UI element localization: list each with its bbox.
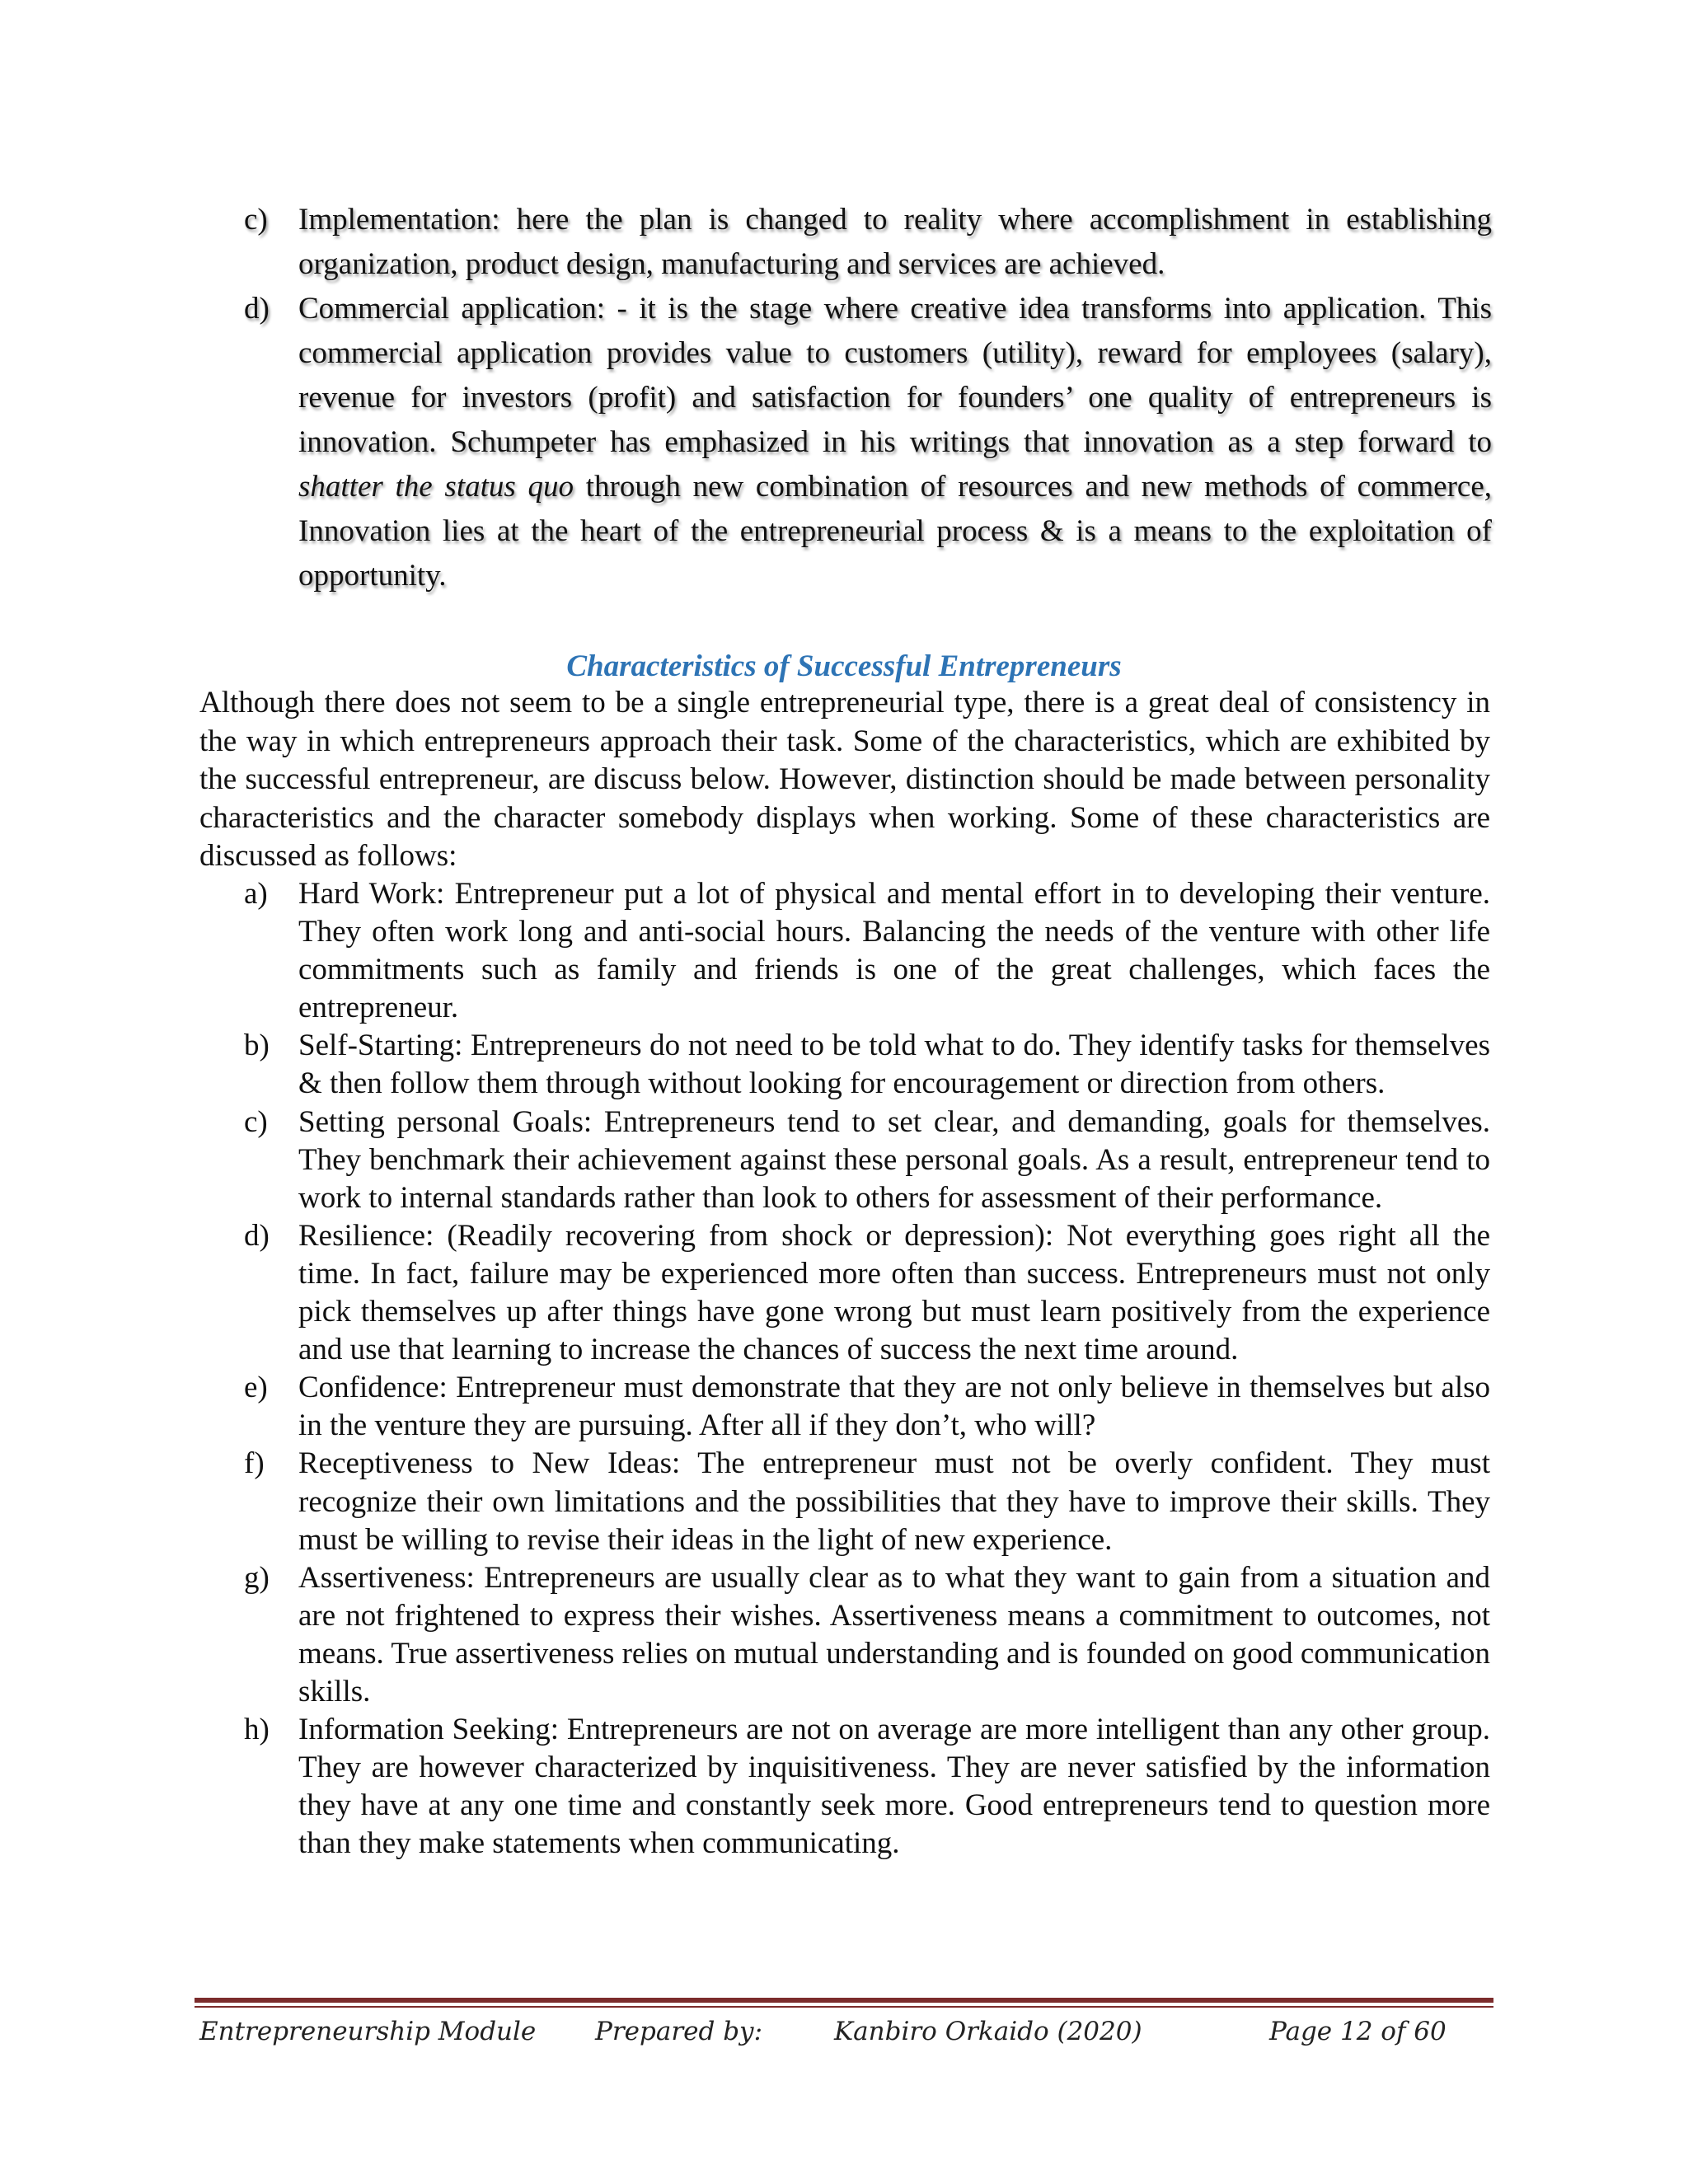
- list-marker: f): [244, 1446, 265, 1481]
- list-marker: g): [244, 1560, 270, 1595]
- footer-divider-thin: [195, 2006, 1493, 2008]
- list-marker: e): [244, 1371, 268, 1405]
- list-item: [236, 875, 1490, 1027]
- list-marker: h): [244, 1713, 270, 1747]
- list-item: [236, 1445, 1490, 1558]
- list-item-text: Information Seeking: Entrepreneurs are not on average are more intelligent than any other group. They are however characterized by inquisitiveness. They are never satisfied by the information they have at any one time and constantly seek more. Good entrepreneurs tend to question more than they make statements when communicating.: [298, 1713, 1490, 1861]
- list-item-text: Implementation: here the plan is changed to reality where accomplishment in establishing organization, product design, manufacturing and services are achieved.: [298, 203, 1492, 281]
- page-footer: [0, 2011, 1688, 2052]
- list-marker: c): [244, 203, 268, 237]
- list-item: [236, 1369, 1490, 1445]
- footer-prepared-by: Prepared by:: [595, 2017, 763, 2046]
- footer-page-number: Page 12 of 60: [1269, 2017, 1447, 2046]
- italic-phrase: shatter the status quo: [298, 470, 574, 504]
- list-item-text: Assertiveness: Entrepreneurs are usually clear as to what they want to gain from a situation and are not frightened to express their wishes. Assertiveness means a commitment to outcomes, not means. True assertiveness relies on mutual understanding and is founded on good communication skills.: [298, 1560, 1490, 1708]
- list-item-text: Commercial application: - it is the stage where creative idea transforms into application. This commercial application provides value to customers (utility), reward for employees (salary), revenue for investors (profit) and satisfaction for founders’ one quality of entrepreneurs is innovation. Schumpeter has emphasized in his writings that innovation as a step forward to: [298, 292, 1492, 459]
- list-item: [236, 1559, 1490, 1711]
- list-item: [236, 1711, 1490, 1863]
- section-heading: Characteristics of Successful Entrepreneurs: [566, 649, 1122, 683]
- list-item-text: Confidence: Entrepreneur must demonstrate that they are not only believe in themselves but also in the venture they are pursuing. After all if they don’t, who will?: [298, 1371, 1490, 1443]
- list-item-text: Self-Starting: Entrepreneurs do not need to be told what to do. They identify tasks for themselves & then follow them through without looking for encouragement or direction from others.: [298, 1029, 1490, 1101]
- footer-author: Kanbiro Orkaido (2020): [834, 2017, 1142, 2046]
- list-item: [236, 1104, 1490, 1217]
- list-item-text: Receptiveness to New Ideas: The entrepreneur must not be overly confident. They must recognize their own limitations and the possibilities that they have to improve their skills. They must be willing to revise their ideas in the light of new experience.: [298, 1446, 1490, 1557]
- list-marker: b): [244, 1029, 270, 1063]
- footer-divider: [195, 1998, 1493, 2003]
- list-item-text: Resilience: (Readily recovering from shock or depression): Not everything goes right all the time. In fact, failure may be experienced more often than success. Entrepreneurs must not only pick themselves up after things have gone wrong but must learn positively from the experience and use that learning to increase the chances of success the next time around.: [298, 1218, 1490, 1367]
- list-item: [236, 1027, 1490, 1103]
- list-marker: d): [244, 1218, 270, 1253]
- list-item-text: Hard Work: Entrepreneur put a lot of physical and mental effort in to developing their venture. They often work long and anti-social hours. Balancing the needs of the venture with other life commitments such as family and friends is one of the great challenges, which faces the entrepreneur.: [298, 877, 1490, 1025]
- list-marker: c): [244, 1104, 268, 1139]
- list-item-text: through new combination of resources and new methods of commerce, Innovation lies at the heart of the entrepreneurial process & is a means to the exploitation of opportunity.: [298, 470, 1492, 593]
- footer-module-title: Entrepreneurship Module: [199, 2017, 537, 2046]
- list-marker: d): [244, 292, 270, 326]
- list-item: [236, 198, 1492, 287]
- intro-paragraph: Although there does not seem to be a single entrepreneurial type, there is a great deal of consistency in the way in which entrepreneurs approach their task. Some of the characteristics, which are exhibited by the successful entrepreneur, are discuss below. However, distinction should be made between personality characteristics and the character somebody displays when working. Some of these characteristics are discussed as follows:: [199, 686, 1490, 873]
- list-marker: a): [244, 877, 268, 911]
- process-stage-list: [236, 198, 1492, 598]
- characteristics-list: [236, 875, 1490, 1863]
- list-item: [236, 287, 1492, 598]
- list-item-text: Setting personal Goals: Entrepreneurs tend to set clear, and demanding, goals for themselves. They benchmark their achievement against these personal goals. As a result, entrepreneur tend to work to internal standards rather than look to others for assessment of their performance.: [298, 1104, 1490, 1215]
- list-item: [236, 1217, 1490, 1369]
